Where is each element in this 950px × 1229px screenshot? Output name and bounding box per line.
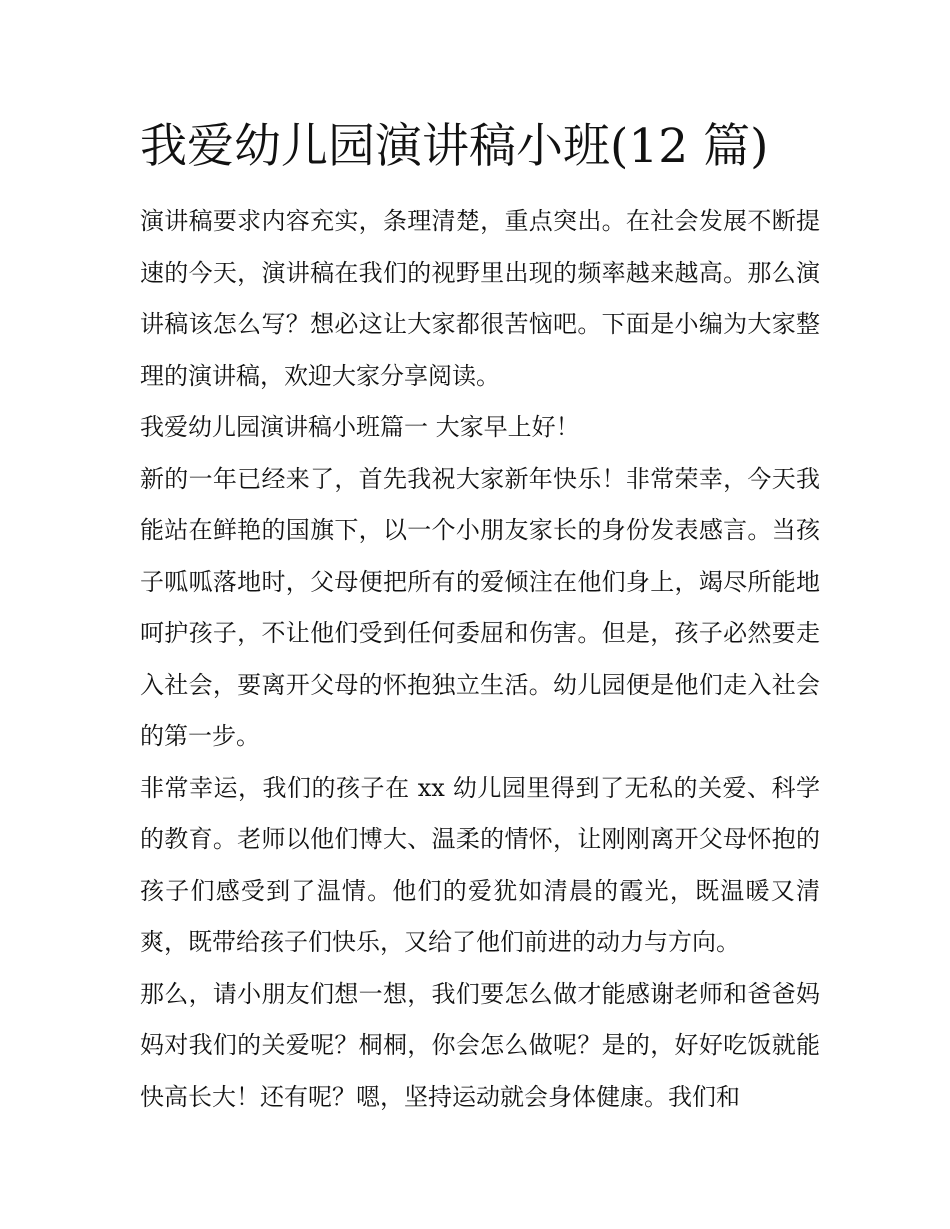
document-body: [140, 196, 820, 1123]
document-title: 我爱幼儿园演讲稿小班(12 篇): [140, 119, 769, 174]
paragraph-thanks: 那么，请小朋友们想一想，我们要怎么做才能感谢老师和爸爸妈妈对我们的关爱呢？桐桐，你会怎么做呢？是的，好好吃饭就能快高长大！还有呢？嗯，坚持运动就会身体健康。我们和: [140, 979, 820, 1111]
paragraph-intro: 演讲稿要求内容充实，条理清楚，重点突出。在社会发展不断提速的今天，演讲稿在我们的视野里出现的频率越来越高。那么演讲稿该怎么写？想必这让大家都很苦恼吧。下面是小编为大家整理的演讲稿，欢迎大家分享阅读。: [140, 207, 820, 390]
paragraph-kindergarten: 非常幸运，我们的孩子在 xx 幼儿园里得到了无私的关爱、科学的教育。老师以他们博大、温柔的情怀，让刚刚离开父母怀抱的孩子们感受到了温情。他们的爱犹如清晨的霞光，既温暖又清爽，既带给孩子们快乐，又给了他们前进的动力与方向。: [140, 773, 820, 956]
paragraph-section-heading: 我爱幼儿园演讲稿小班篇一 大家早上好！: [140, 413, 580, 441]
paragraph-new-year: 新的一年已经来了，首先我祝大家新年快乐！非常荣幸，今天我能站在鲜艳的国旗下，以一个小朋友家长的身份发表感言。当孩子呱呱落地时，父母便把所有的爱倾注在他们身上，竭尽所能地呵护孩子，不让他们受到任何委屈和伤害。但是，孩子必然要走入社会，要离开父母的怀抱独立生活。幼儿园便是他们走入社会的第一步。: [140, 464, 820, 750]
